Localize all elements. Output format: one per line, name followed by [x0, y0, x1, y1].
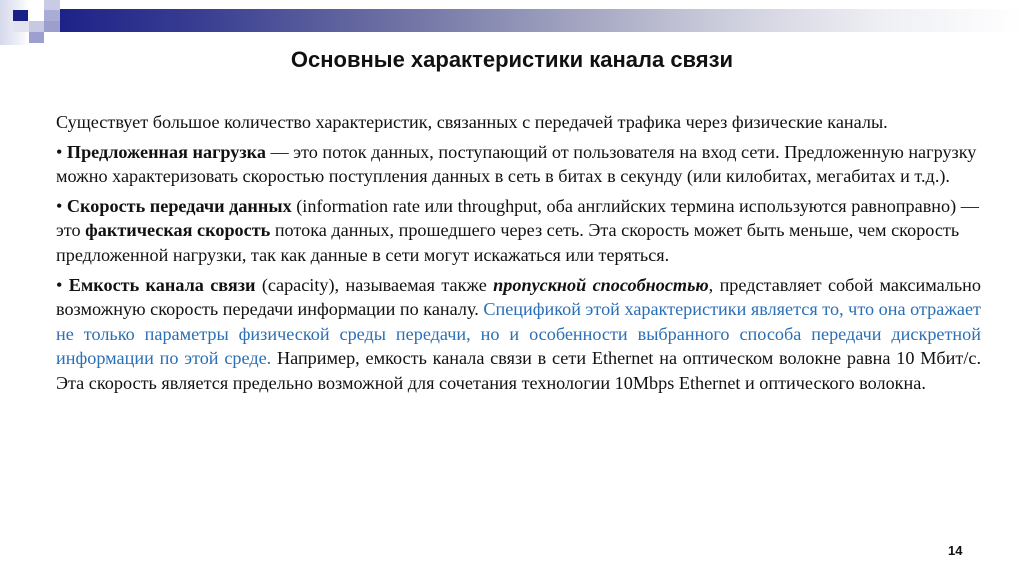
capacity-text-2: , представляет собой максимально возможную скорость передачи информации по каналу.	[56, 274, 982, 320]
data-rate-text-1: (information rate или throughput, оба английских термина используются равноправно) — это	[56, 195, 979, 241]
logo-square-navy	[13, 10, 28, 21]
capacity-paragraph	[56, 273, 981, 396]
header-gradient-bar	[60, 9, 1024, 32]
actual-rate-term: фактическая скорость	[85, 220, 271, 241]
header-decoration	[0, 0, 1024, 48]
logo-square	[44, 0, 60, 10]
data-rate-text-2: потока данных, прошедшего через сеть. Эта скорость может быть меньше, чем скорость предложенной нагрузки, так как данные в сети могут искажаться или теряться.	[56, 220, 960, 265]
logo-square	[29, 21, 44, 32]
offered-load-text: — это поток данных, поступающий от пользователя на вход сети. Предложенную нагрузку можно характеризовать скоростью поступления данных в сеть в битах в секунду (или килобитах, мегабитах и т.д.).	[56, 141, 977, 187]
capacity-term: Емкость канала связи	[68, 274, 256, 295]
slide-body	[56, 110, 981, 401]
bullet: •	[56, 195, 67, 216]
page-number: 14	[948, 543, 963, 558]
bullet: •	[56, 274, 69, 295]
intro-paragraph: Существует большое количество характеристик, связанных с передачей трафика через физические каналы.	[56, 112, 888, 132]
data-rate-term: Скорость передачи данных	[66, 195, 292, 216]
capacity-text-1: (capacity), называемая также	[255, 274, 494, 295]
slide-title: Основные характеристики канала связи	[290, 47, 734, 72]
logo-square	[13, 21, 29, 32]
logo-square	[29, 32, 44, 43]
logo-square	[44, 10, 60, 21]
data-rate-paragraph	[56, 194, 981, 268]
capacity-highlight: Спецификой этой характеристики является то, что она отражает не только параметры физической среды передачи, но и особенности выбранного способа передачи дискретной информации по этой среде.	[56, 299, 981, 369]
bandwidth-term: пропускной способностью	[493, 274, 709, 295]
bullet: •	[56, 141, 67, 162]
logo-square	[44, 21, 60, 32]
offered-load-paragraph	[56, 140, 981, 189]
offered-load-term: Предложенная нагрузка	[66, 141, 266, 162]
capacity-text-3: Например, емкость канала связи в сети Ethernet на оптическом волокне равна 10 Мбит/с. Эта скорость является предельно возможной для сочетания технологии 10Mbps Ethernet и оптического волокна.	[56, 348, 981, 393]
